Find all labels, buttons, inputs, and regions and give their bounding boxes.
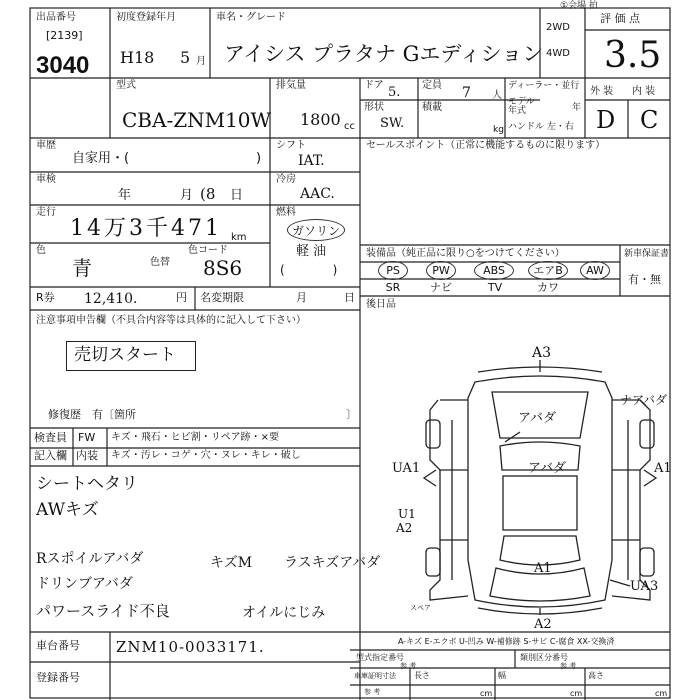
note-seat-wear: シートヘタリ bbox=[36, 474, 138, 494]
color-code-label: 色コード bbox=[188, 245, 228, 256]
note-oil-leak: オイルにじみ bbox=[242, 605, 326, 621]
fuel-diesel: 軽 油 bbox=[296, 244, 327, 259]
height-label: 高さ bbox=[588, 671, 604, 680]
equip-pw: PW bbox=[432, 264, 450, 277]
model-label: 型式 bbox=[116, 80, 136, 91]
note-glass-scratch: ラスキズアバダ bbox=[284, 555, 381, 571]
inspection-day-value: (8 bbox=[200, 185, 216, 203]
shift-value: IAT. bbox=[298, 153, 325, 169]
first-reg-month-unit: 月 bbox=[196, 56, 206, 67]
warranty-label: 新車保証書 bbox=[624, 249, 670, 259]
type-no-ref: 参 考 bbox=[400, 662, 417, 670]
name-change-day: 日 bbox=[344, 291, 355, 304]
note-drink-holder: ドリンブアバダ bbox=[36, 576, 133, 592]
mark-rear-a1: A1 bbox=[534, 561, 552, 576]
displacement-value: 1800 bbox=[300, 110, 341, 129]
lot-number: 3040 bbox=[36, 52, 90, 79]
displacement-label: 排気量 bbox=[276, 80, 306, 91]
sale-stamp: 売切スタート bbox=[74, 345, 176, 365]
inspector-row2: キズ・汚レ・コゲ・穴・ヌレ・キレ・破し bbox=[111, 450, 301, 461]
fuel-paren: ( ) bbox=[280, 263, 338, 277]
interior-value: C bbox=[640, 106, 659, 134]
fuel-label: 燃料 bbox=[276, 207, 296, 218]
load-label: 積載 bbox=[422, 102, 442, 113]
width-unit: cm bbox=[570, 689, 583, 698]
ac-value: AAC. bbox=[300, 186, 335, 202]
model-year-label1: モデル bbox=[508, 97, 535, 107]
inspection-day-unit: 日 bbox=[230, 188, 244, 203]
mileage-value: 14万3千471 bbox=[70, 216, 222, 241]
mark-front-right: ナアバダ bbox=[620, 393, 668, 407]
note-scratch-m: キズM bbox=[210, 555, 253, 571]
model-value: CBA-ZNM10W bbox=[122, 108, 272, 132]
equip-aw: AW bbox=[586, 264, 604, 277]
equip-ps: PS bbox=[386, 264, 400, 277]
mileage-label: 走行 bbox=[36, 207, 56, 218]
lot-sub: [2139] bbox=[46, 29, 83, 42]
history-value: 自家用・( bbox=[72, 151, 130, 166]
inspection-month-unit: 月 bbox=[180, 188, 194, 203]
garage-dim-ref: 参 考 bbox=[364, 688, 381, 696]
capacity-unit: 人 bbox=[492, 90, 502, 101]
recycle-value: 12,410. bbox=[84, 291, 138, 307]
equip-abs: ABS bbox=[483, 264, 505, 277]
handle-label: ハンドル 左・右 bbox=[508, 122, 574, 132]
mark-spare: スペア bbox=[410, 604, 431, 612]
name-change-month: 月 bbox=[296, 291, 307, 304]
shape-label: 形状 bbox=[364, 102, 384, 113]
displacement-unit: cc bbox=[344, 121, 355, 132]
rating-value: 3.5 bbox=[604, 35, 662, 76]
lot-label: 出品番号 bbox=[36, 12, 76, 23]
cat-no-label: 類別区分番号 bbox=[520, 653, 568, 662]
inspector-row1: キズ・飛石・ヒビ割・リペア跡・×要 bbox=[111, 432, 279, 443]
exterior-label: 外 装 bbox=[590, 86, 614, 97]
chassis-label: 車台番号 bbox=[36, 639, 80, 652]
reg-number-label: 登録番号 bbox=[36, 671, 80, 684]
chassis-value: ZNM10-0033171. bbox=[116, 638, 265, 656]
recycle-unit: 円 bbox=[176, 291, 187, 304]
mark-bottom-a2: A2 bbox=[534, 617, 552, 632]
color-label: 色 bbox=[36, 245, 46, 256]
inspection-label: 車検 bbox=[36, 174, 56, 185]
equip-sr: SR bbox=[385, 281, 401, 294]
interior-label: 内 装 bbox=[632, 86, 656, 97]
inspection-year-unit: 年 bbox=[118, 188, 132, 203]
capacity-value: 7 bbox=[462, 85, 471, 101]
mark-hood-2: アバダ bbox=[528, 461, 566, 476]
inspector-c2: 内装 bbox=[76, 449, 98, 462]
drive-4wd: 4WD bbox=[546, 48, 570, 59]
car-name-label: 車名・グレード bbox=[216, 12, 286, 23]
venue-mark: ①会場 拍 bbox=[560, 1, 598, 11]
width-label: 幅 bbox=[498, 671, 506, 680]
note-power-slide: パワースライド不良 bbox=[36, 602, 170, 620]
garage-dim-label: 車庫証明寸法 bbox=[354, 672, 396, 680]
mark-hood-1: アバダ bbox=[518, 411, 556, 426]
first-reg-era-year: H18 bbox=[120, 48, 155, 67]
note-aw-scratch: AWキズ bbox=[36, 500, 99, 520]
note-rear-spoiler: Rスポイルアバダ bbox=[36, 551, 144, 567]
equip-airbag: エアB bbox=[533, 264, 563, 277]
mileage-unit: km bbox=[231, 232, 247, 243]
damage-legend: A-キズ E-エクボ U-凹み W-補修跡 S-サビ C-腐食 XX-交換済 bbox=[398, 637, 615, 646]
repair-close: 〕 bbox=[346, 408, 357, 421]
length-label: 長さ bbox=[414, 671, 430, 680]
name-change-label: 名変期限 bbox=[200, 291, 244, 304]
drive-2wd: 2WD bbox=[546, 22, 570, 33]
doors-value: 5. bbox=[388, 85, 401, 100]
first-reg-label: 初度登録年月 bbox=[116, 12, 176, 23]
load-unit: kg bbox=[493, 125, 504, 135]
inspector-label: 検査員 bbox=[34, 431, 67, 444]
mark-left-a2: A2 bbox=[396, 521, 413, 535]
rating-label: 評 価 点 bbox=[600, 12, 640, 25]
doors-label: ドア bbox=[364, 80, 384, 91]
color-value: 青 bbox=[72, 256, 92, 280]
model-year-unit: 年 bbox=[572, 103, 582, 113]
equip-navi: ナビ bbox=[430, 281, 452, 294]
mark-a3-top: A3 bbox=[532, 345, 552, 361]
inspector-c1: FW bbox=[78, 431, 96, 444]
dealer-label: ディーラー・並行 bbox=[508, 81, 580, 91]
mark-left-ua1: UA1 bbox=[392, 461, 421, 476]
recycle-label: R券 bbox=[36, 291, 55, 304]
cat-no-ref: 参 考 bbox=[560, 662, 577, 670]
inspector-label2: 記入欄 bbox=[34, 449, 67, 462]
shape-value: SW. bbox=[380, 116, 405, 131]
car-name-value: アイシス プラタナ Gエディション bbox=[224, 42, 544, 66]
exterior-value: D bbox=[596, 106, 616, 134]
ac-label: 冷房 bbox=[276, 174, 296, 185]
color-code: 8S6 bbox=[203, 256, 243, 280]
warranty-value: 有・無 bbox=[628, 273, 661, 286]
equip-tv: TV bbox=[487, 281, 503, 294]
mark-left-u1: U1 bbox=[398, 507, 416, 521]
capacity-label: 定員 bbox=[422, 80, 442, 91]
equipment-label: 装備品（純正品に限り○をつけてください） bbox=[366, 248, 565, 259]
rear-seat-label: 後日品 bbox=[366, 299, 396, 310]
first-reg-month: 5 bbox=[180, 48, 191, 67]
height-unit: cm bbox=[655, 689, 668, 698]
notes-label: 注意事項申告欄（不具合内容等は具体的に記入して下さい） bbox=[36, 315, 306, 326]
sales-point-label: セールスポイント（正常に機能するものに限ります） bbox=[366, 140, 606, 151]
fuel-gasoline: ガソリン bbox=[292, 224, 341, 238]
history-label: 車歴 bbox=[36, 140, 56, 151]
shift-label: シフト bbox=[276, 140, 306, 151]
mark-right-ua3: UA3 bbox=[630, 579, 659, 594]
type-no-label: 型式指定番号 bbox=[356, 653, 404, 662]
mark-right-a1: A1 bbox=[654, 461, 672, 476]
repair-history: 修復歴 有〔箇所 bbox=[48, 408, 136, 421]
history-close: ) bbox=[256, 151, 262, 166]
length-unit: cm bbox=[480, 689, 493, 698]
model-year-label2: 年式 bbox=[508, 106, 527, 116]
equip-leather: カワ bbox=[537, 281, 559, 294]
color-swap-label: 色替 bbox=[150, 257, 170, 268]
